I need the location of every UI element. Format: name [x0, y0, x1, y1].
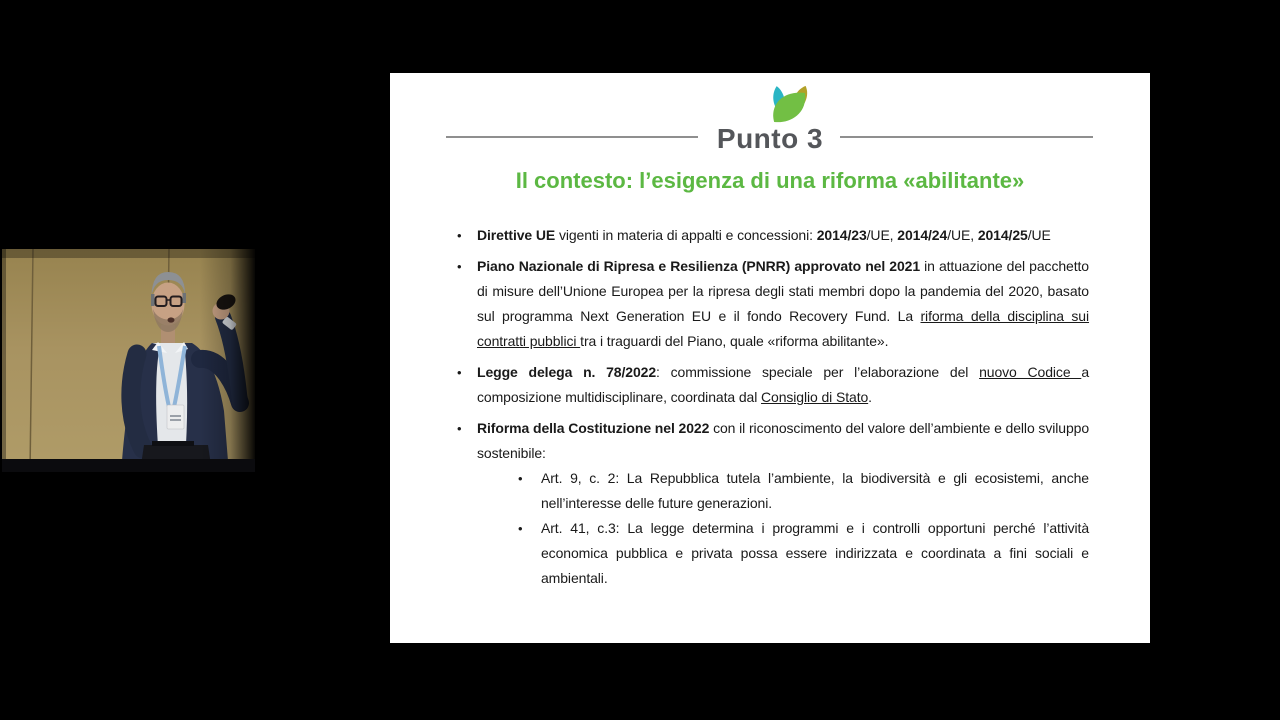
bullet-marker: • — [518, 471, 523, 486]
bullet-item — [455, 416, 1089, 466]
stage-floor-shadow — [2, 459, 255, 472]
bullet-text: Art. 9, c. 2: La Repubblica tutela l’ambiente, la biodiversità e gli ecosistemi, anche nell’interesse delle future generazioni. — [541, 470, 1089, 511]
sub-bullet-item — [516, 466, 1089, 516]
bullet-marker: • — [457, 365, 462, 380]
sub-bullet-item — [516, 516, 1089, 591]
bullet-marker: • — [518, 521, 523, 536]
bullet-item — [455, 223, 1089, 248]
bullet-marker: • — [457, 259, 462, 274]
bullet-text: Legge delega n. 78/2022: commissione speciale per l’elaborazione del nuovo Codice a composizione multidisciplinare, coordinata dal Consiglio di Stato. — [477, 364, 1090, 405]
bullet-marker: • — [457, 421, 462, 436]
bullet-text: Art. 41, c.3: La legge determina i programmi e i controlli opportuni perché l’attività economica pubblica e privata possa essere indirizzata e coordinata a fini sociali e ambientali. — [541, 520, 1089, 586]
punto3-logo-text: Punto 3 — [716, 123, 824, 154]
bullet-list — [455, 223, 1089, 591]
punto3-leaf-icon — [768, 84, 812, 123]
bullet-text: Piano Nazionale di Ripresa e Resilienza (PNRR) approvato nel 2021 in attuazione del pacchetto di misure dell’Unione Europea per la ripresa degli stati membri dopo la pandemia del 2020, basato sul programma Next Generation EU e il fondo Recovery Fund. La riforma della disciplina sui contratti pubblici tra i traguardi del Piano, quale «riforma abilitante». — [477, 258, 1090, 349]
presenter-figure — [2, 249, 255, 472]
presentation-slide — [390, 73, 1150, 643]
stage-shadow — [200, 249, 255, 472]
bullet-marker: • — [457, 228, 462, 243]
bullet-text: Riforma della Costituzione nel 2022 con il riconoscimento del valore dell’ambiente e dello sviluppo sostenibile: — [477, 420, 1090, 461]
presenter-video — [2, 249, 255, 472]
bullet-text: Direttive UE vigenti in materia di appalti e concessioni: 2014/23/UE, 2014/24/UE, 2014/25/UE — [477, 227, 1051, 243]
bullet-item — [455, 254, 1089, 354]
slide-title: Il contesto: l’esigenza di una riforma «abilitante» — [515, 168, 1025, 193]
bullet-item — [455, 360, 1089, 410]
